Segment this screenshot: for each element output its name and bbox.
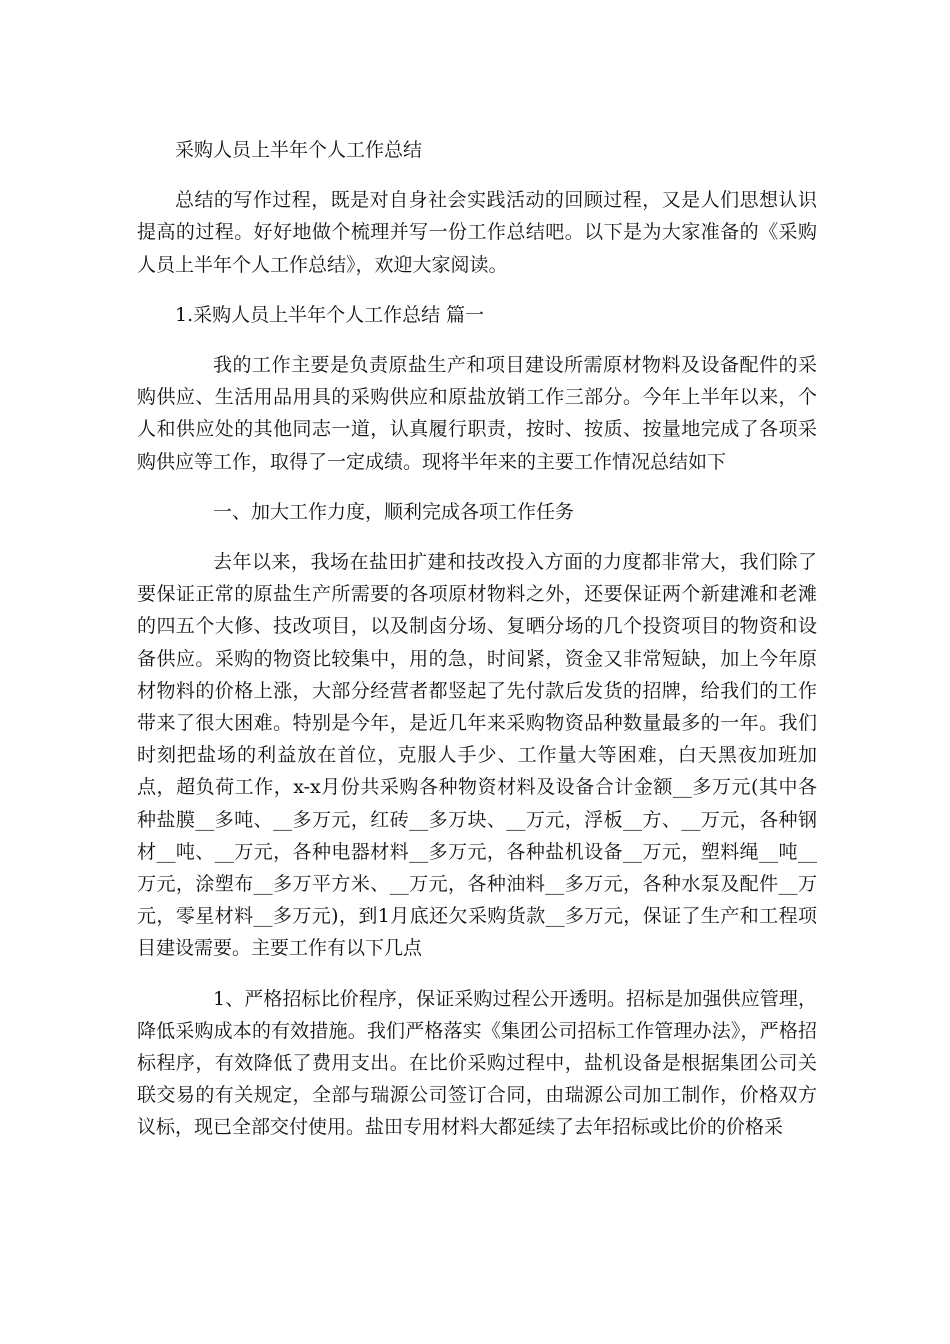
paragraph-bidding-process: 1、严格招标比价程序，保证采购过程公开透明。招标是加强供应管理，降低采购成本的有效措施。我们严格落实《集团公司招标工作管理办法》，严格招标程序，有效降低了费用支出。在比价采购过程中，盐机设备是根据集团公司关联交易的有关规定，全部与瑞源公司签订合同，由瑞源公司加工制作，价格双方议标，现已全部交付使用。盐田专用材料大都延续了去年招标或比价的价格采 [137,987,817,1139]
heading-task-completion: 一、加大工作力度，顺利完成各项工作任务 [213,500,575,523]
intro-paragraph: 总结的写作过程，既是对自身社会实践活动的回顾过程，又是人们思想认识提高的过程。好好地做个梳理并写一份工作总结吧。以下是为大家准备的《采购人员上半年个人工作总结》，欢迎大家阅读。 [137,189,817,276]
section-title: 1.采购人员上半年个人工作总结 篇一 [175,303,485,326]
paragraph-work-scope: 我的工作主要是负责原盐生产和项目建设所需原材物料及设备配件的采购供应、生活用品用具的采购供应和原盐放销工作三部分。今年上半年以来，个人和供应处的其他同志一道，认真履行职责，按时、按质、按量地完成了各项采购供应等工作，取得了一定成绩。现将半年来的主要工作情况总结如下 [137,354,817,473]
paragraph-procurement-details: 去年以来，我场在盐田扩建和技改投入方面的力度都非常大，我们除了要保证正常的原盐生产所需要的各项原材物料之外，还要保证两个新建滩和老滩的四五个大修、技改项目，以及制卤分场、复晒分场的几个投资项目的物资和设备供应。采购的物资比较集中，用的急，时间紧，资金又非常短缺，加上今年原材物料的价格上涨，大部分经营者都竖起了先付款后发货的招牌，给我们的工作带来了很大困难。特别是今年，是近几年来采购物资品种数量最多的一年。我们时刻把盐场的利益放在首位，克服人手少、工作量大等困难，白天黑夜加班加点，超负荷工作，x-x月份共采购各种物资材料及设备合计金额__多万元(其中各种盐膜__多吨、__多万元，红砖__多万块、__万元，浮板__方、__万元，各种钢材__吨、__万元，各种电器材料__多万元，各种盐机设备__万元，塑料绳__吨__万元，涂塑布__多万平方米、__万元，各种油料__多万元，各种水泵及配件__万元，零星材料__多万元)，到1月底还欠采购货款__多万元，保证了生产和工程项目建设需要。主要工作有以下几点 [137,551,817,960]
document-title: 采购人员上半年个人工作总结 [175,139,423,161]
document-body [137,134,817,1162]
